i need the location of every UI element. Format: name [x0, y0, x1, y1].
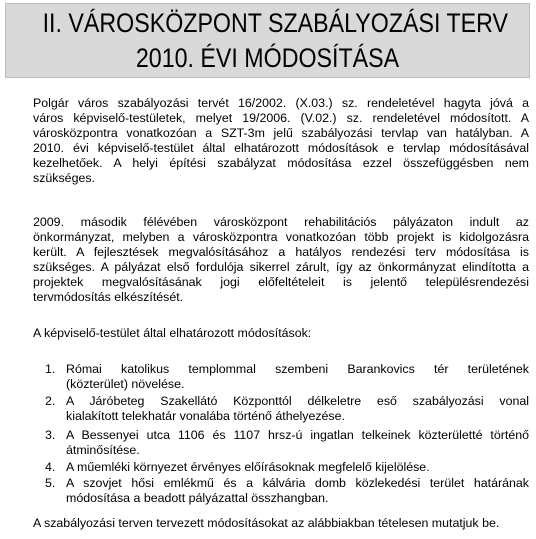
- paragraph-closing: [33, 516, 529, 531]
- list-item-text: [66, 394, 529, 424]
- title-line-1: II. VÁROSKÖZPONT SZABÁLYOZÁSI TERV: [42, 8, 509, 38]
- list-item-line: A szovjet hősi emlékmű és a kálvária domb közlekedési terület határának: [66, 476, 529, 490]
- paragraph-line: 2010. évi képviselő-testület által elhatározott módosítások e tervlap módosításával: [33, 141, 529, 155]
- paragraph-rehabilitation: [33, 215, 529, 305]
- list-item-line: (közterület) növelése.: [66, 377, 185, 391]
- paragraph-line: városközpontra vonatkozóan a SZT-3m jelű szabályozási tervlap van hatályban. A: [33, 126, 529, 140]
- title-box: [5, 3, 530, 78]
- list-item-number: 5.: [45, 476, 56, 490]
- list-item-line: A Járóbeteg Szakellátó Központtól délkeletre eső szabályozási vonal: [66, 394, 529, 408]
- paragraph-line: önkormányzat, melyben a városközpontra vonatkozóan több projekt is kidolgozásra: [33, 230, 529, 244]
- paragraph-line: projektek megvalósításának jogi előfeltételeit is jelentő településrendezési: [33, 275, 529, 289]
- list-item-text: [66, 476, 529, 506]
- list-item-line: A műemléki környezet érvényes előírásoknak megfelelő kijelölése.: [66, 460, 430, 474]
- paragraph-line: Polgár város szabályozási tervét 16/2002. (X.03.) sz. rendeletével hagyta jóvá a: [33, 96, 529, 110]
- paragraph-list-intro: [33, 326, 529, 341]
- paragraph-line: A szabályozási terven tervezett módosításokat az alábbiakban tételesen mutatjuk be.: [33, 516, 500, 530]
- list-item-line: Római katolikus templommal szembeni Barankovics tér területének: [66, 362, 529, 376]
- list-item-number: 2.: [45, 394, 56, 408]
- paragraph-line: szükséges.: [33, 171, 95, 185]
- list-item-line: módosítása a beadott pályázattal összhangban.: [66, 491, 329, 505]
- paragraph-line: tervmódosítás elkészítését.: [33, 290, 184, 304]
- list-item-line: kialakított telekhatár vonalába történő áthelyezése.: [66, 409, 345, 423]
- paragraph-line: város képviselő-testületek, melyet 19/2006. (V.02.) sz. rendeletével módosított. A: [33, 111, 529, 125]
- list-item-number: 3.: [45, 428, 56, 442]
- list-item-text: [66, 362, 529, 392]
- list-item-line: A Bessenyei utca 1106 és 1107 hrsz-ú ingatlan telkeinek közterületté történő: [66, 428, 529, 442]
- paragraph-line: A képviselő-testület által elhatározott módosítások:: [33, 326, 312, 340]
- paragraph-line: kezelhetőek. A helyi építési szabályzat módosítása ezzel összefüggésben nem: [33, 156, 529, 170]
- paragraph-line: 2009. második félévében városközpont rehabilitációs pályázaton indult az: [33, 215, 529, 229]
- list-item-text: [66, 428, 529, 458]
- paragraph-line: szükséges. A pályázat első fordulója sikerrel zárult, így az önkormányzat elindította a: [33, 260, 529, 274]
- list-item-line: átminősítése.: [66, 443, 140, 457]
- list-item-number: 1.: [45, 362, 56, 376]
- title-line-2: 2010. ÉVI MÓDOSÍTÁSA: [135, 43, 400, 73]
- list-item-number: 4.: [45, 460, 56, 474]
- paragraph-line: került. A fejlesztések megvalósításához a hatályos rendezési terv módosítása is: [33, 245, 529, 259]
- list-item-text: [66, 460, 529, 475]
- paragraph-intro: [33, 96, 529, 186]
